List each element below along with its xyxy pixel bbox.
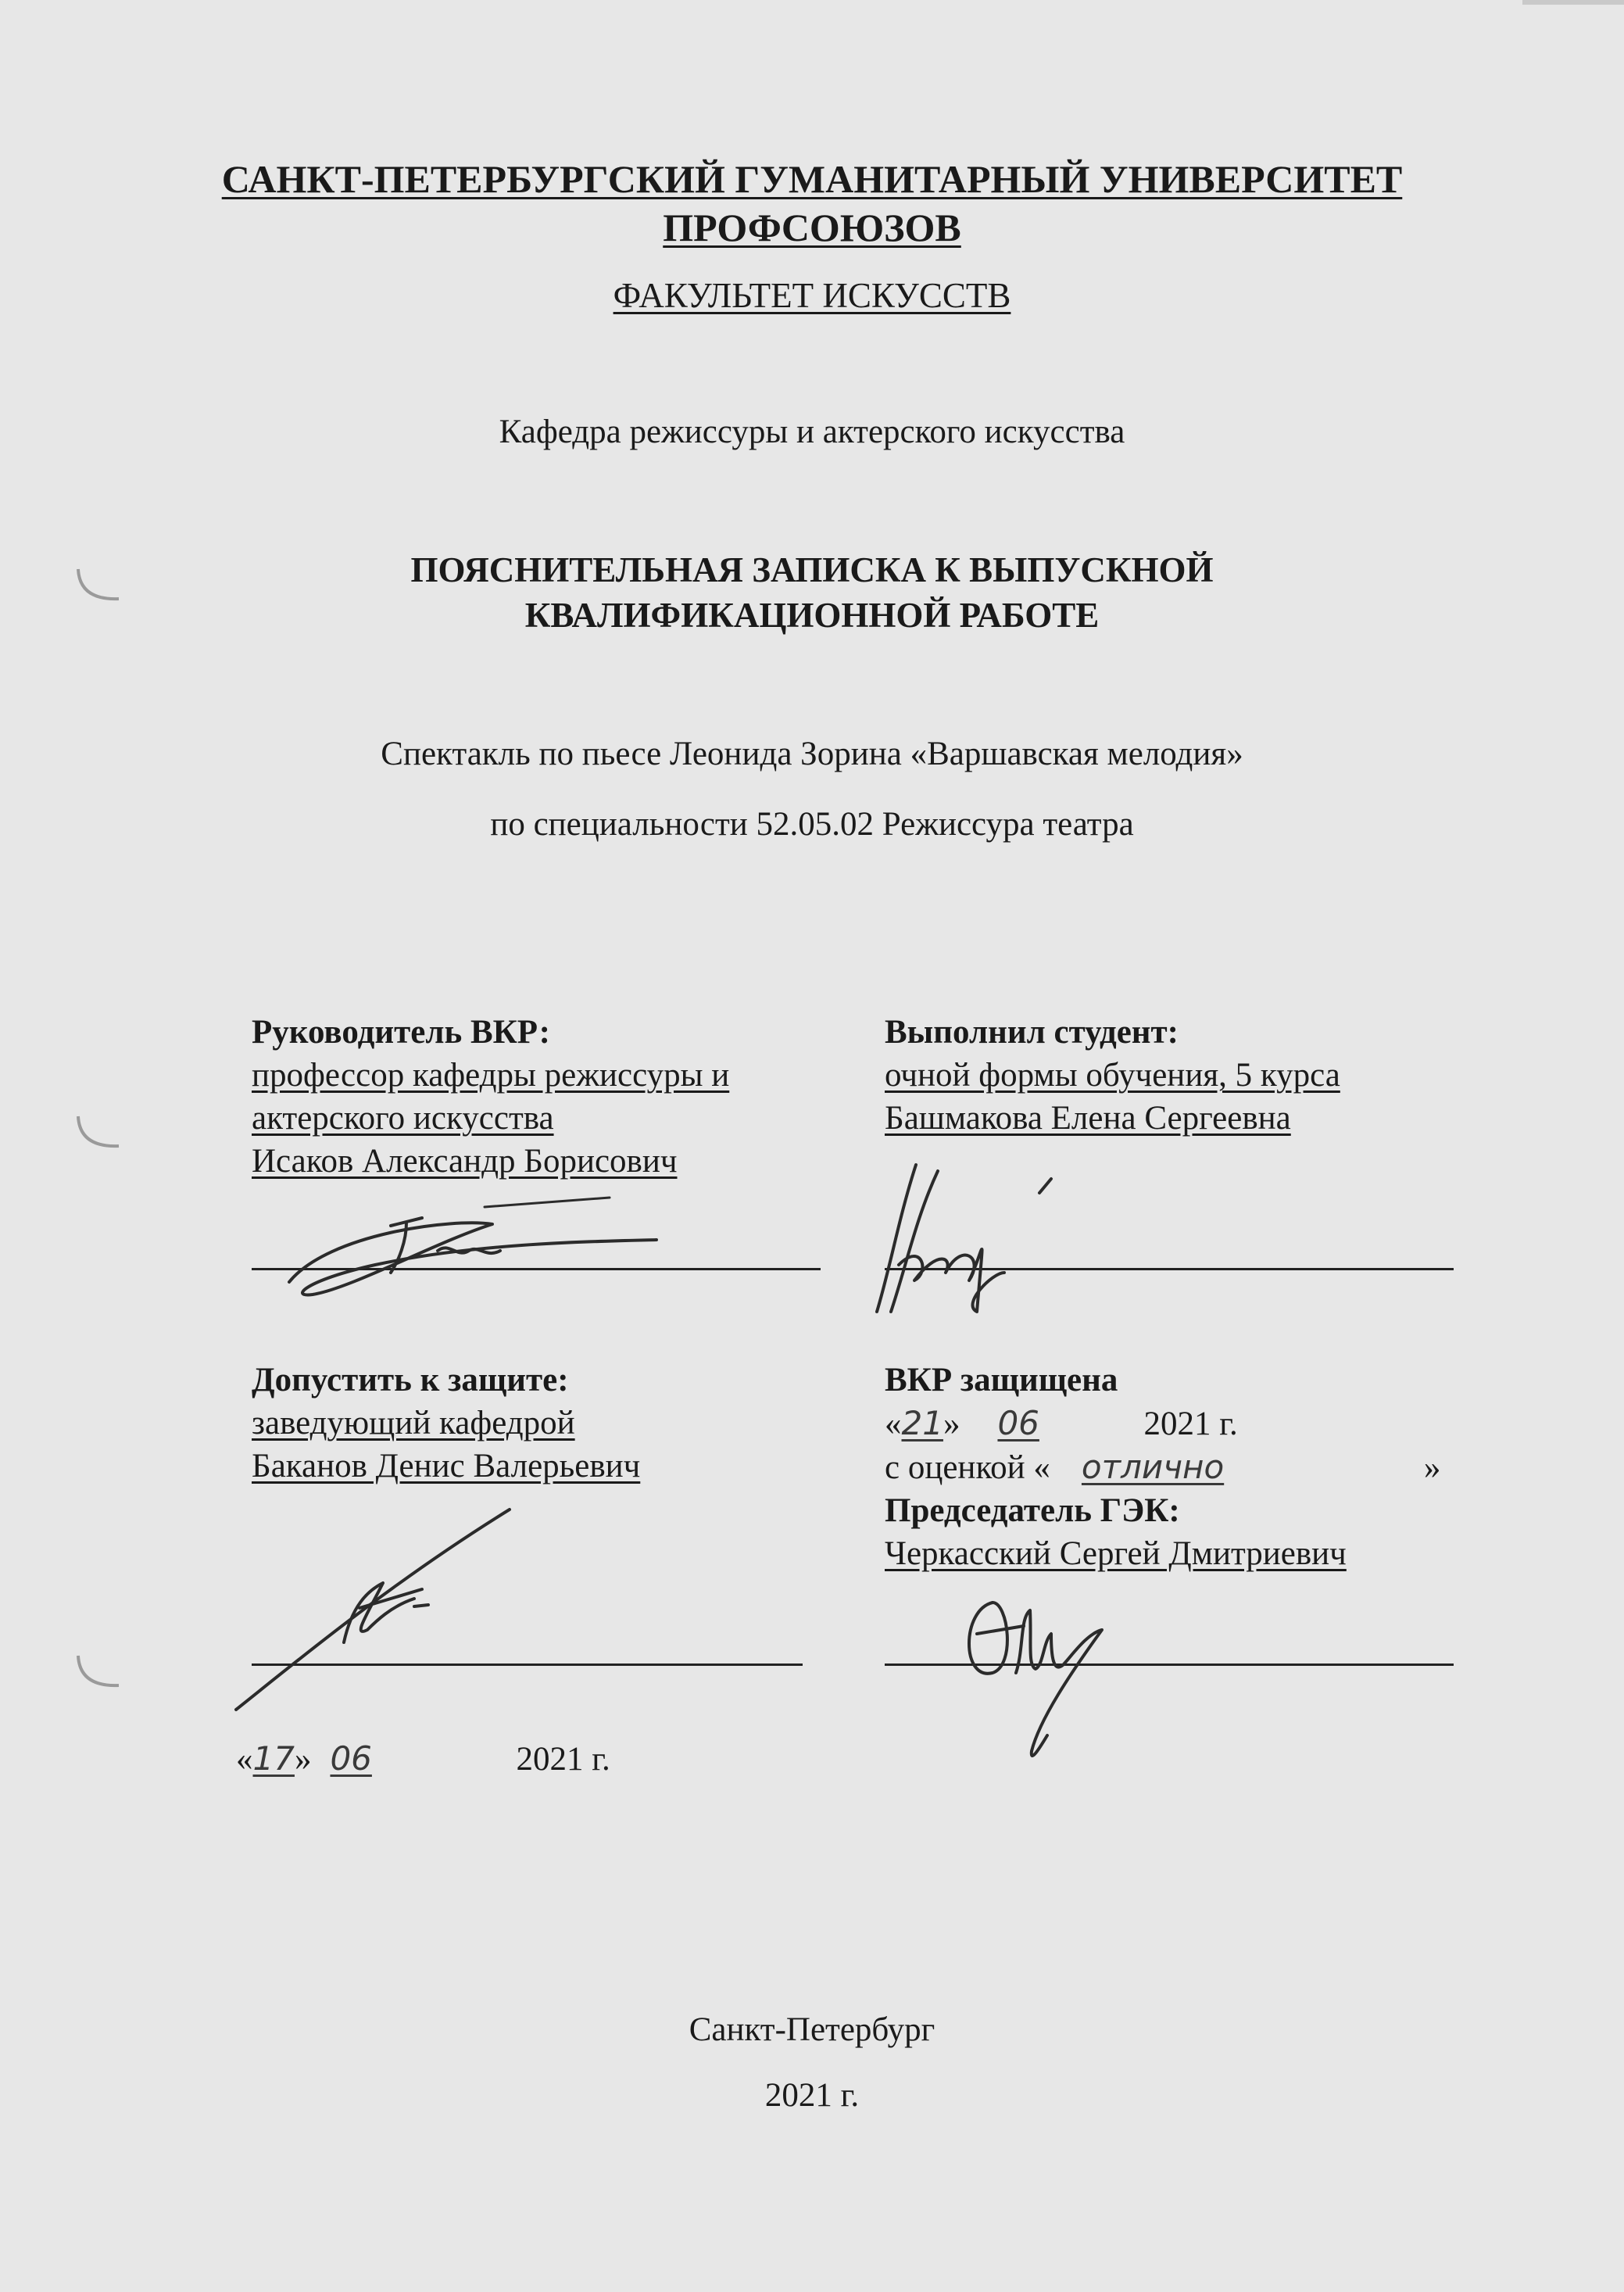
admission-date-month: 06 xyxy=(330,1739,372,1778)
chair-signature xyxy=(946,1587,1149,1767)
footer-city: Санкт-Петербург xyxy=(689,2011,935,2048)
defense-heading: ВКР защищена xyxy=(885,1362,1118,1398)
supervisor-heading: Руководитель ВКР: xyxy=(252,1014,550,1051)
document-title-line2: КВАЛИФИКАЦИОННОЙ РАБОТЕ xyxy=(524,596,1100,635)
faculty-name: ФАКУЛЬТЕТ ИСКУССТВ xyxy=(613,276,1011,315)
student-block xyxy=(885,1011,1340,1140)
supervisor-block xyxy=(252,1011,729,1183)
department-name: Кафедра режиссуры и актерского искусства xyxy=(499,414,1125,450)
admission-block xyxy=(252,1359,640,1488)
student-heading: Выполнил студент: xyxy=(885,1014,1179,1051)
supervisor-name: Исаков Александр Борисович xyxy=(252,1143,678,1180)
university-name-line2: ПРОФСОЮЗОВ xyxy=(663,206,961,249)
supervisor-position-line2: актерского искусства xyxy=(252,1100,554,1137)
supervisor-signature xyxy=(281,1187,672,1304)
admission-date-open: « xyxy=(236,1741,253,1778)
document-specialty: по специальности 52.05.02 Режиссура театра xyxy=(490,806,1134,843)
defense-date-day: 21 xyxy=(901,1404,943,1442)
scan-edge-mark xyxy=(1522,0,1624,5)
chair-heading: Председатель ГЭК: xyxy=(885,1492,1180,1529)
defense-date-open: « xyxy=(885,1406,902,1442)
document-subject: Спектакль по пьесе Леонида Зорина «Варшавская мелодия» xyxy=(381,736,1243,772)
defense-date-month: 06 xyxy=(997,1404,1039,1442)
defense-grade-prefix: с оценкой « xyxy=(885,1449,1050,1486)
admission-date-day: 17 xyxy=(252,1739,295,1778)
defense-grade-suffix: » xyxy=(1423,1449,1441,1486)
punch-hole-mark-2 xyxy=(72,1110,127,1157)
chair-name: Черкасский Сергей Дмитриевич xyxy=(885,1535,1347,1572)
admission-heading: Допустить к защите: xyxy=(252,1362,569,1398)
supervisor-position-line1: профессор кафедры режиссуры и xyxy=(252,1057,730,1094)
defense-date-close: » xyxy=(943,1406,960,1442)
defense-date-year: 2021 г. xyxy=(1143,1406,1238,1442)
document-title xyxy=(0,547,1624,638)
admission-signature xyxy=(234,1505,531,1716)
university-name xyxy=(0,155,1624,252)
admission-name: Баканов Денис Валерьевич xyxy=(252,1448,641,1484)
defense-grade xyxy=(885,1445,1440,1489)
student-name: Башмакова Елена Сергеевна xyxy=(885,1100,1291,1137)
student-signature xyxy=(867,1155,1071,1327)
footer-year: 2021 г. xyxy=(764,2077,860,2114)
admission-position: заведующий кафедрой xyxy=(252,1405,575,1441)
admission-date-year: 2021 г. xyxy=(516,1741,610,1778)
defense-block xyxy=(885,1359,1440,1575)
document-title-line1: ПОЯСНИТЕЛЬНАЯ ЗАПИСКА К ВЫПУСКНОЙ xyxy=(410,550,1214,589)
university-name-line1: САНКТ-ПЕТЕРБУРГСКИЙ ГУМАНИТАРНЫЙ УНИВЕРСИТЕТ xyxy=(221,157,1403,201)
admission-date-close: » xyxy=(294,1741,312,1778)
student-form: очной формы обучения, 5 курса xyxy=(885,1057,1340,1094)
punch-hole-mark-3 xyxy=(72,1649,127,1696)
defense-date xyxy=(885,1402,1440,1445)
defense-grade-value: отлично xyxy=(1081,1448,1225,1486)
admission-date xyxy=(236,1737,610,1781)
